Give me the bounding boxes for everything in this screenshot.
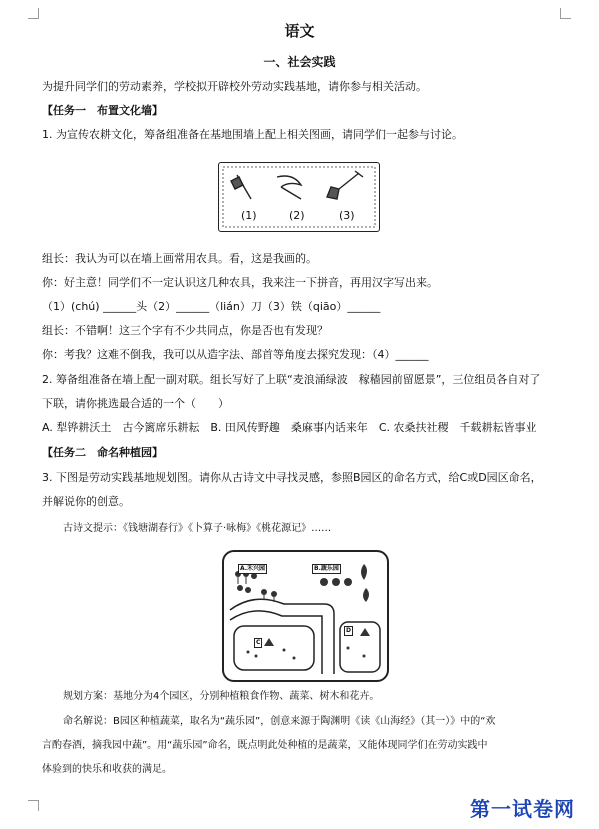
question-2-line-2: 下联，请你挑选最合适的一个（ ） (42, 397, 229, 410)
task2-header: 【任务二 命名种植园】 (42, 446, 163, 459)
tool-label-3: (3) (339, 209, 355, 222)
region-d-label: D (346, 627, 351, 634)
farm-tools-figure (218, 162, 380, 232)
naming-explain-line-3: 体验到的快乐和收获的满足。 (42, 764, 172, 775)
crop-mark-top-left (28, 8, 39, 19)
dialogue-line-2: 你：好主意！同学们不一定认识这几种农具，我来注一下拼音，再用汉字写出来。 (42, 276, 438, 289)
naming-explain-line-1: 命名解说：B园区种植蔬菜，取名为“蔬乐园”，创意来源于陶渊明《读《山海经》（其一）》中的“欢 (63, 716, 496, 727)
intro-text: 为提升同学们的劳动素养，学校拟开辟校外劳动实践基地，请你参与相关活动。 (42, 80, 427, 93)
question-3-line-1: 3. 下图是劳动实践基地规划图。请你从古诗文中寻找灵感，参照B园区的命名方式，给C或D园区命名， (42, 471, 542, 484)
crop-mark-bottom-left (28, 800, 39, 811)
region-b-label: B.蔬乐园 (314, 565, 339, 572)
dialogue-line-1: 组长：我认为可以在墙上画常用农具。看，这是我画的。 (42, 252, 317, 265)
shovel-icon (327, 171, 363, 199)
region-a-label: A.禾兴园 (240, 565, 266, 572)
question-3-line-2: 并解说你的创意。 (42, 495, 130, 508)
tool-label-1: (1) (241, 209, 257, 222)
tool-label-2: (2) (289, 209, 305, 222)
plan-description: 规划方案：基地分为4个园区，分别种植粮食作物、蔬菜、树木和花卉。 (63, 691, 380, 702)
hoe-icon (231, 175, 251, 199)
fill-blank-line: （1）(chú) ______头（2）______（lián）刀（3）铁（qiāo）______ (42, 300, 381, 313)
question-1: 1. 为宣传农耕文化，筹备组准备在基地围墙上配上相关图画，请同学们一起参与讨论。 (42, 128, 463, 141)
dialogue-line-3: 组长：不错啊！这三个字有不少共同点，你是否也有发现？ (42, 324, 328, 337)
site-watermark: 第一试卷网 (470, 797, 575, 821)
region-c-label: C (256, 639, 261, 646)
page-title: 语文 (284, 22, 315, 40)
naming-explain-line-2: 言酌春酒，摘我园中蔬”。用“蔬乐园”命名，既点明此处种植的是蔬菜，又能体现同学们在劳动实践中 (42, 740, 488, 751)
question-2-line-1: 2. 筹备组准备在墙上配一副对联。组长写好了上联“麦浪涌绿波 稼穑园前留愿景”，三位组员各自对了 (42, 373, 541, 386)
task1-header: 【任务一 布置文化墙】 (42, 104, 163, 117)
poem-hint: 古诗文提示：《钱塘湖春行》《卜算子·咏梅》《桃花源记》…… (63, 523, 332, 534)
crop-mark-top-right (560, 8, 571, 19)
question-2-options: A. 犁铧耕沃土 古今篱席乐耕耘 B. 田风传野趣 桑麻事内话来年 C. 农桑扶社稷 千载耕耘皆事业 (42, 421, 537, 434)
section-title: 一、社会实践 (263, 55, 336, 69)
sickle-icon (277, 176, 301, 199)
base-plan-map (222, 550, 389, 682)
dialogue-line-4: 你：考我？这难不倒我，我可以从造字法、部首等角度去探究发现：（4）______ (42, 348, 429, 361)
